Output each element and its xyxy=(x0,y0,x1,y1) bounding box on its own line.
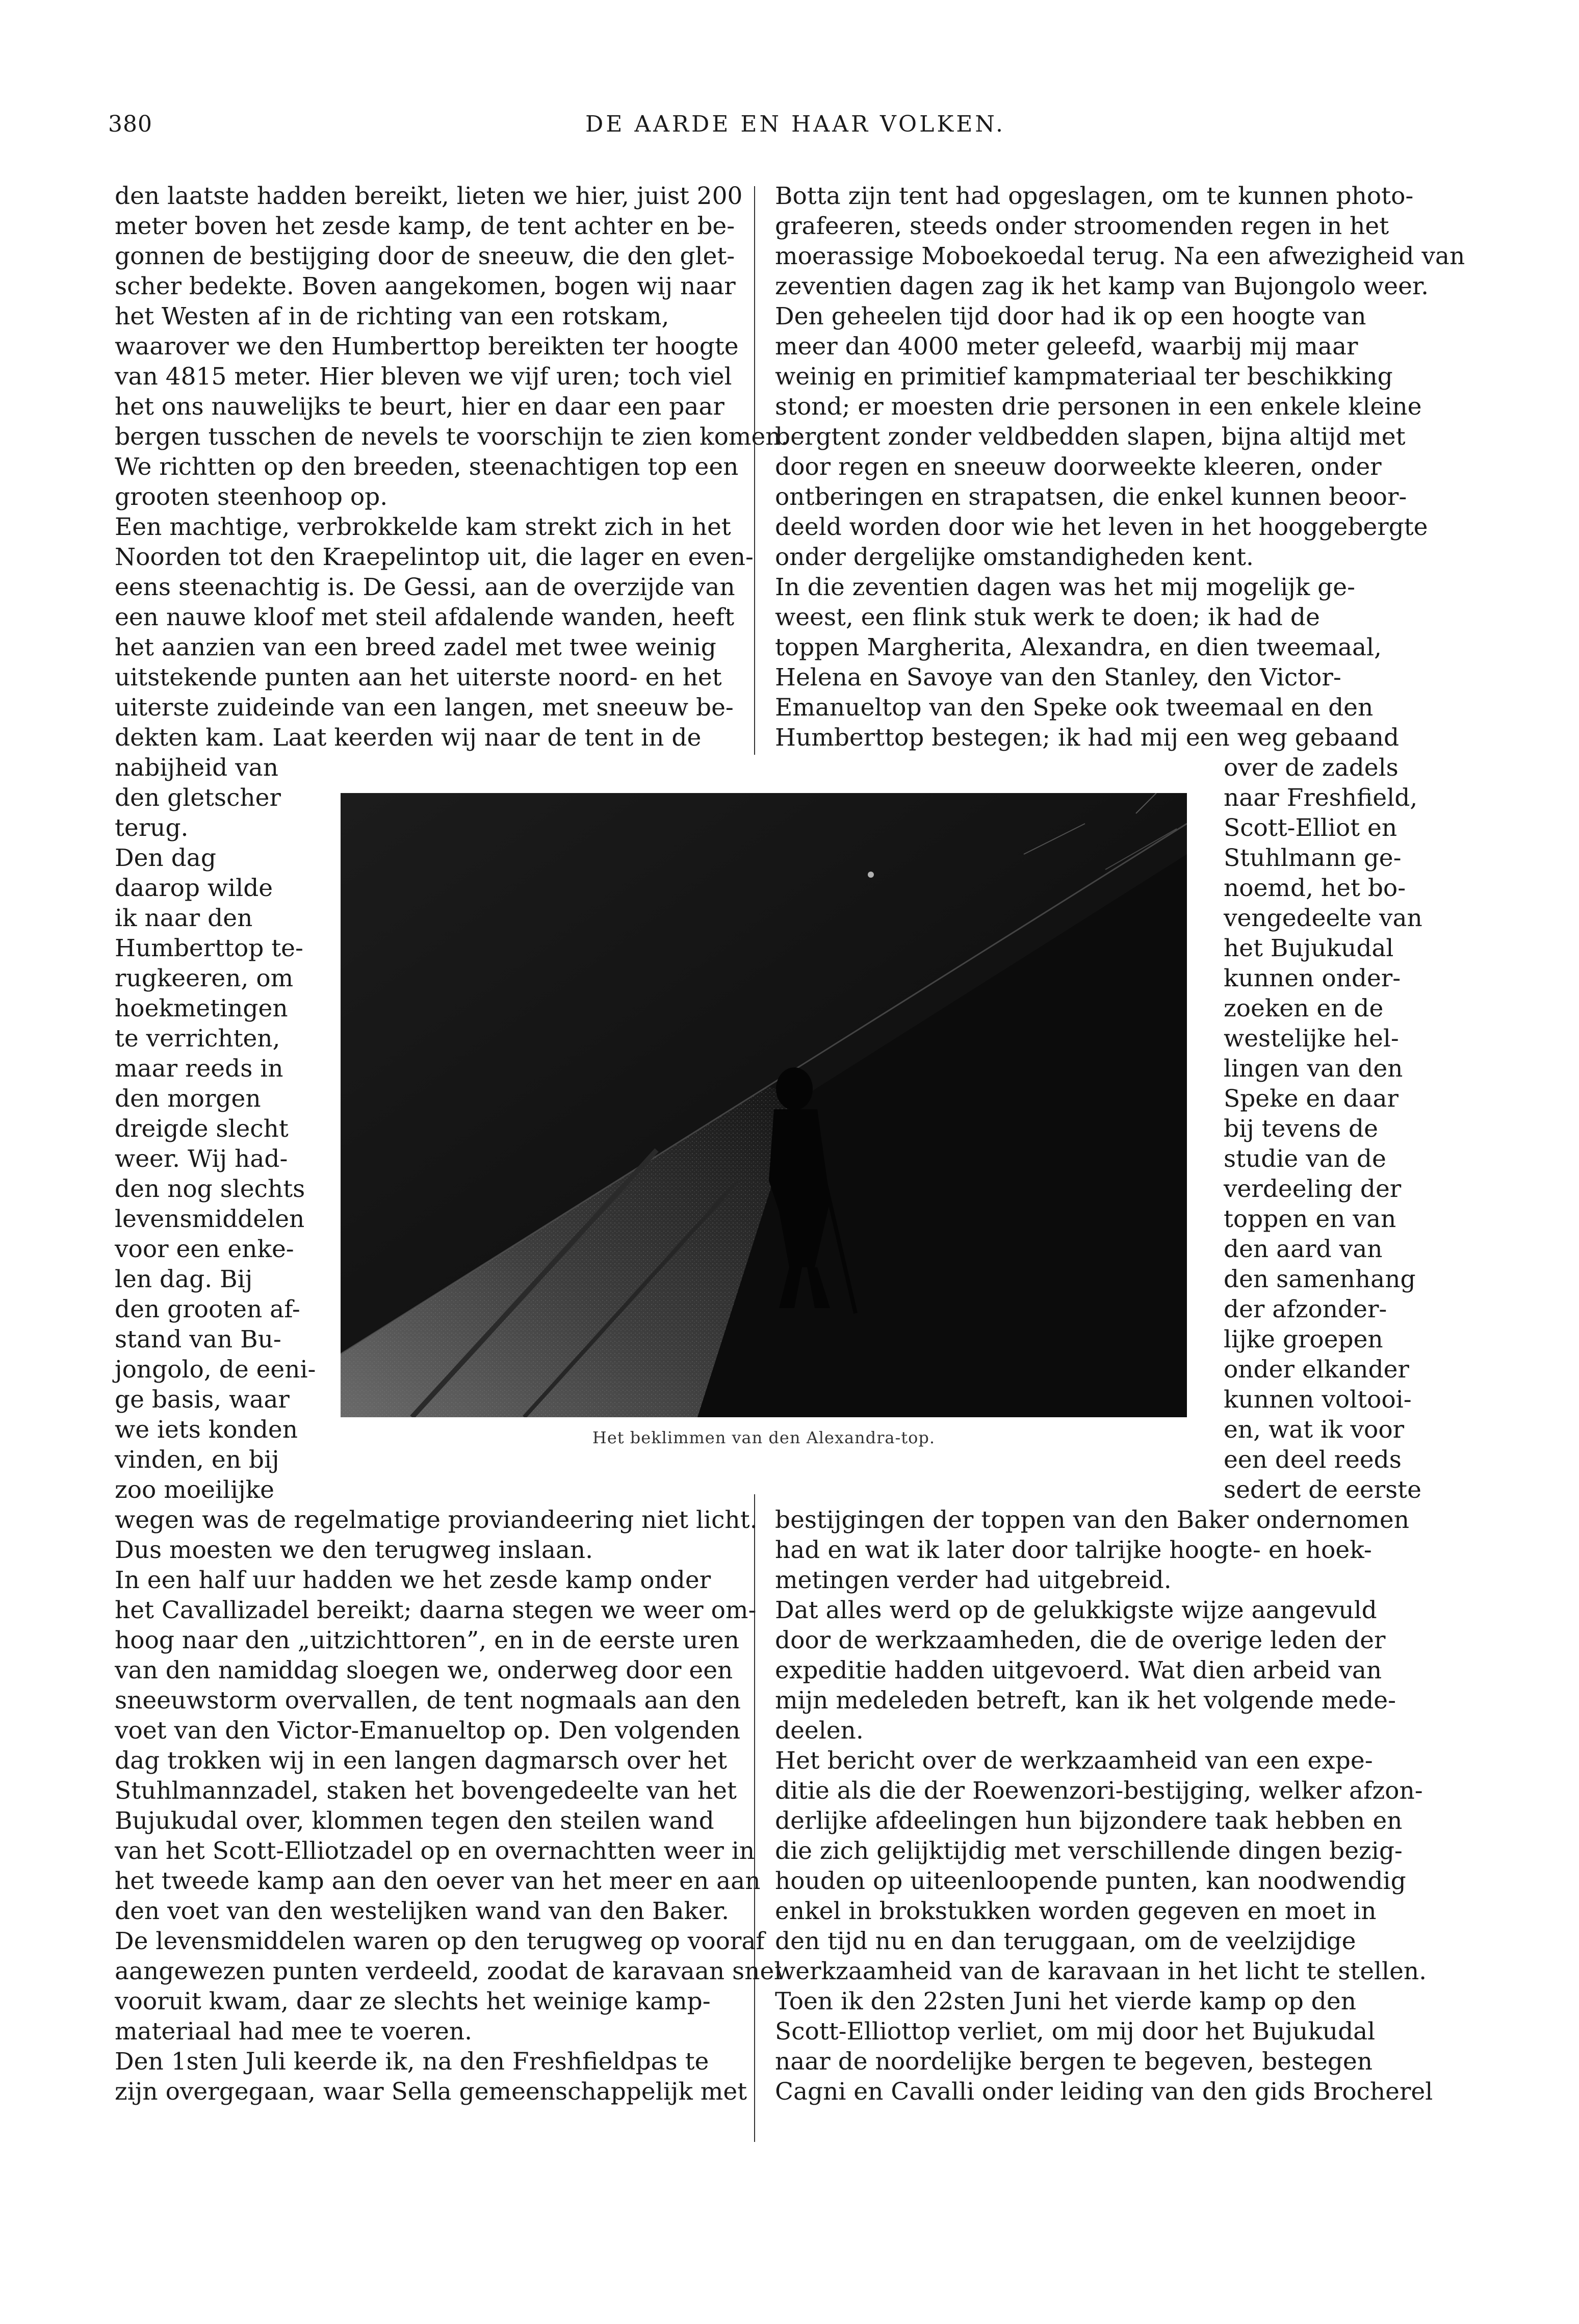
text-line: kunnen voltooi- xyxy=(1224,1386,1412,1414)
left-column-narrow xyxy=(115,753,316,1505)
text-line: den aard van xyxy=(1224,1235,1383,1263)
text-line: In die zeventien dagen was het mij mogelijk ge- xyxy=(775,573,1355,601)
text-line: ditie als die der Roewenzori-bestijging, welker afzon- xyxy=(775,1777,1423,1805)
text-line: Toen ik den 22sten Juni het vierde kamp op den xyxy=(775,1987,1356,2015)
text-line: zeventien dagen zag ik het kamp van Bujongolo weer. xyxy=(775,272,1429,300)
text-line: Stuhlmannzadel, staken het bovengedeelte van het xyxy=(115,1777,737,1805)
text-line: onder elkander xyxy=(1224,1356,1409,1384)
text-line: waarover we den Humberttop bereikten ter hoogte xyxy=(115,333,739,361)
text-line: den tijd nu en dan teruggaan, om de veelzijdige xyxy=(775,1927,1356,1955)
text-line: materiaal had mee te voeren. xyxy=(115,2017,473,2046)
text-line: We richtten op den breeden, steenachtigen top een xyxy=(115,453,739,481)
text-line: Den 1sten Juli keerde ik, na den Freshfieldpas te xyxy=(115,2048,709,2076)
mountain-photo xyxy=(341,793,1187,1417)
text-line: toppen Margherita, Alexandra, en dien tweemaal, xyxy=(775,633,1382,661)
text-line: westelijke hel- xyxy=(1224,1025,1399,1053)
text-line: derlijke afdeelingen hun bijzondere taak hebben en xyxy=(775,1807,1403,1835)
text-line: het tweede kamp aan den oever van het meer en aan xyxy=(115,1867,761,1895)
text-line: hoog naar den „uitzichttoren”, en in de eerste uren xyxy=(115,1626,739,1654)
text-line: dekten kam. Laat keerden wij naar de tent in de xyxy=(115,724,702,752)
text-line: het ons nauwelijks te beurt, hier en daar een paar xyxy=(115,393,724,421)
left-column-top xyxy=(115,181,789,753)
text-line: aangewezen punten verdeeld, zoodat de karavaan snel xyxy=(115,1957,782,1985)
text-line: een nauwe kloof met steil afdalende wanden, heeft xyxy=(115,603,735,631)
text-line: die zich gelijktijdig met verschillende dingen bezig- xyxy=(775,1837,1403,1865)
text-line: moerassige Moboekoedal terug. Na een afwezigheid van xyxy=(775,242,1465,270)
text-line: Het bericht over de werkzaamheid van een expe- xyxy=(775,1747,1373,1775)
text-line: te verrichten, xyxy=(115,1025,280,1053)
left-column-bottom xyxy=(115,1505,782,2107)
text-line: Bujukudal over, klommen tegen den steilen wand xyxy=(115,1807,714,1835)
text-line: zoeken en de xyxy=(1224,994,1384,1023)
text-line: dreigde slecht xyxy=(115,1115,289,1143)
text-line: rugkeeren, om xyxy=(115,964,294,992)
text-line: het Bujukudal xyxy=(1224,934,1394,962)
text-line: van 4815 meter. Hier bleven we vijf uren; toch viel xyxy=(115,363,732,391)
text-line: weest, een flink stuk werk te doen; ik had de xyxy=(775,603,1320,631)
text-line: had en wat ik later door talrijke hoogte- en hoek- xyxy=(775,1536,1372,1564)
text-line: Een machtige, verbrokkelde kam strekt zich in het xyxy=(115,513,731,541)
text-line: stond; er moesten drie personen in een enkele kleine xyxy=(775,393,1422,421)
text-line: het Westen af in de richting van een rotskam, xyxy=(115,302,669,330)
text-line: het Cavallizadel bereikt; daarna stegen we weer om- xyxy=(115,1596,757,1624)
right-column-top xyxy=(775,181,1465,753)
text-line: van den namiddag sloegen we, onderweg door een xyxy=(115,1656,733,1684)
text-line: mijn medeleden betreft, kan ik het volgende mede- xyxy=(775,1687,1396,1715)
text-line: In een half uur hadden we het zesde kamp onder xyxy=(115,1566,711,1594)
text-line: noemd, het bo- xyxy=(1224,874,1406,902)
text-line: uiterste zuideinde van een langen, met sneeuw be- xyxy=(115,694,734,722)
text-line: vengedeelte van xyxy=(1224,904,1422,932)
text-line: sedert de eerste xyxy=(1224,1476,1421,1504)
text-line: Dat alles werd op de gelukkigste wijze aangevuld xyxy=(775,1596,1377,1624)
text-line: van het Scott-Elliotzadel op en overnachtten weer in xyxy=(115,1837,755,1865)
text-line: scher bedekte. Boven aangekomen, bogen wij naar xyxy=(115,272,736,300)
text-line: metingen verder had uitgebreid. xyxy=(775,1566,1172,1594)
text-line: grafeeren, steeds onder stroomenden regen in het xyxy=(775,212,1389,240)
text-line: ontberingen en strapatsen, die enkel kunnen beoor- xyxy=(775,483,1407,511)
text-line: dag trokken wij in een langen dagmarsch over het xyxy=(115,1747,728,1775)
text-line: terug. xyxy=(115,814,189,842)
text-line: en, wat ik voor xyxy=(1224,1416,1405,1444)
text-line: een deel reeds xyxy=(1224,1446,1402,1474)
text-line: uitstekende punten aan het uiterste noord- en het xyxy=(115,663,722,692)
text-line: Emanueltop van den Speke ook tweemaal en den xyxy=(775,694,1374,722)
text-line: naar de noordelijke bergen te begeven, bestegen xyxy=(775,2048,1373,2076)
text-line: lingen van den xyxy=(1224,1055,1403,1083)
text-line: we iets konden xyxy=(115,1416,298,1444)
text-line: weer. Wij had- xyxy=(115,1145,288,1173)
text-line: levensmiddelen xyxy=(115,1205,305,1233)
text-line: meer dan 4000 meter geleefd, waarbij mij maar xyxy=(775,333,1358,361)
text-line: lijke groepen xyxy=(1224,1325,1383,1353)
text-line: Speke en daar xyxy=(1224,1085,1399,1113)
text-line: gonnen de bestijging door de sneeuw, die den glet- xyxy=(115,242,735,270)
text-line: het aanzien van een breed zadel met twee weinig xyxy=(115,633,716,661)
text-line: De levensmiddelen waren op den terugweg op vooraf xyxy=(115,1927,765,1955)
text-line: meter boven het zesde kamp, de tent achter en be- xyxy=(115,212,735,240)
text-line: den gletscher xyxy=(115,784,281,812)
text-line: vinden, en bij xyxy=(115,1446,279,1474)
text-line: wegen was de regelmatige proviandeering niet licht. xyxy=(115,1506,758,1534)
text-line: ge basis, waar xyxy=(115,1386,290,1414)
text-line: bestijgingen der toppen van den Baker ondernomen xyxy=(775,1506,1410,1534)
text-line: houden op uiteenloopende punten, kan noodwendig xyxy=(775,1867,1406,1895)
text-line: den laatste hadden bereikt, lieten we hier, juist 200 xyxy=(115,182,743,210)
text-line: toppen en van xyxy=(1224,1205,1396,1233)
text-line: den nog slechts xyxy=(115,1175,305,1203)
text-line: over de zadels xyxy=(1224,754,1399,782)
text-line: Humberttop te- xyxy=(115,934,303,962)
text-line: deelen. xyxy=(775,1717,864,1745)
text-line: verdeeling der xyxy=(1224,1175,1402,1203)
text-line: eens steenachtig is. De Gessi, aan de overzijde van xyxy=(115,573,735,601)
text-line: zijn overgegaan, waar Sella gemeenschappelijk met xyxy=(115,2078,747,2106)
right-column-bottom xyxy=(775,1505,1433,2107)
text-line: vooruit kwam, daar ze slechts het weinige kamp- xyxy=(115,1987,711,2015)
text-line: enkel in brokstukken worden gegeven en moet in xyxy=(775,1897,1377,1925)
text-line: door de werkzaamheden, die de overige leden der xyxy=(775,1626,1386,1654)
text-line: bergtent zonder veldbedden slapen, bijna altijd met xyxy=(775,423,1406,451)
text-line: zoo moeilijke xyxy=(115,1476,274,1504)
text-line: voet van den Victor-Emanueltop op. Den volgenden xyxy=(115,1717,741,1745)
text-line: Scott-Elliot en xyxy=(1224,814,1397,842)
text-line: weinig en primitief kampmateriaal ter beschikking xyxy=(775,363,1393,391)
photo-caption: Het beklimmen van den Alexandra-top. xyxy=(592,1428,936,1447)
text-line: onder dergelijke omstandigheden kent. xyxy=(775,543,1254,571)
text-line: Scott-Elliottop verliet, om mij door het Bujukudal xyxy=(775,2017,1376,2046)
text-line: den samenhang xyxy=(1224,1265,1416,1293)
text-line: Botta zijn tent had opgeslagen, om te kunnen photo- xyxy=(775,182,1414,210)
text-line: Humberttop bestegen; ik had mij een weg gebaand xyxy=(775,724,1400,752)
text-line: den grooten af- xyxy=(115,1295,300,1323)
text-line: jongolo, de eeni- xyxy=(115,1356,316,1384)
text-line: nabijheid van xyxy=(115,754,278,782)
text-line: Stuhlmann ge- xyxy=(1224,844,1402,872)
text-line: bij tevens de xyxy=(1224,1115,1378,1143)
text-line: maar reeds in xyxy=(115,1055,283,1083)
text-line: Den geheelen tijd door had ik op een hoogte van xyxy=(775,302,1366,330)
text-line: voor een enke- xyxy=(115,1235,294,1263)
text-line: Cagni en Cavalli onder leiding van den gids Brocherel xyxy=(775,2078,1433,2106)
text-line: naar Freshfield, xyxy=(1224,784,1418,812)
text-line: der afzonder- xyxy=(1224,1295,1387,1323)
text-line: ik naar den xyxy=(115,904,253,932)
text-line: studie van de xyxy=(1224,1145,1386,1173)
column-rule-top xyxy=(754,186,755,755)
text-line: Dus moesten we den terugweg inslaan. xyxy=(115,1536,593,1564)
text-line: door regen en sneeuw doorweekte kleeren, onder xyxy=(775,453,1382,481)
text-line: sneeuwstorm overvallen, de tent nogmaals aan den xyxy=(115,1687,741,1715)
text-line: Den dag xyxy=(115,844,216,872)
text-line: den voet van den westelijken wand van den Baker. xyxy=(115,1897,730,1925)
text-line: len dag. Bij xyxy=(115,1265,253,1293)
text-line: kunnen onder- xyxy=(1224,964,1401,992)
photo-image xyxy=(341,793,1187,1417)
text-line: stand van Bu- xyxy=(115,1325,281,1353)
text-line: hoekmetingen xyxy=(115,994,288,1023)
text-line: grooten steenhoop op. xyxy=(115,483,388,511)
text-line: daarop wilde xyxy=(115,874,273,902)
running-title: DE AARDE EN HAAR VOLKEN. xyxy=(585,111,1006,137)
text-line: Helena en Savoye van den Stanley, den Victor- xyxy=(775,663,1341,692)
text-line: werkzaamheid van de karavaan in het licht te stellen. xyxy=(775,1957,1427,1985)
text-line: expeditie hadden uitgevoerd. Wat dien arbeid van xyxy=(775,1656,1382,1684)
page-number: 380 xyxy=(108,111,152,137)
column-rule-bottom xyxy=(754,1494,755,2142)
text-line: deeld worden door wie het leven in het hooggebergte xyxy=(775,513,1428,541)
text-line: bergen tusschen de nevels te voorschijn te zien komen. xyxy=(115,423,789,451)
right-column-narrow xyxy=(1224,753,1422,1505)
text-line: Noorden tot den Kraepelintop uit, die lager en even- xyxy=(115,543,754,571)
text-line: den morgen xyxy=(115,1085,261,1113)
